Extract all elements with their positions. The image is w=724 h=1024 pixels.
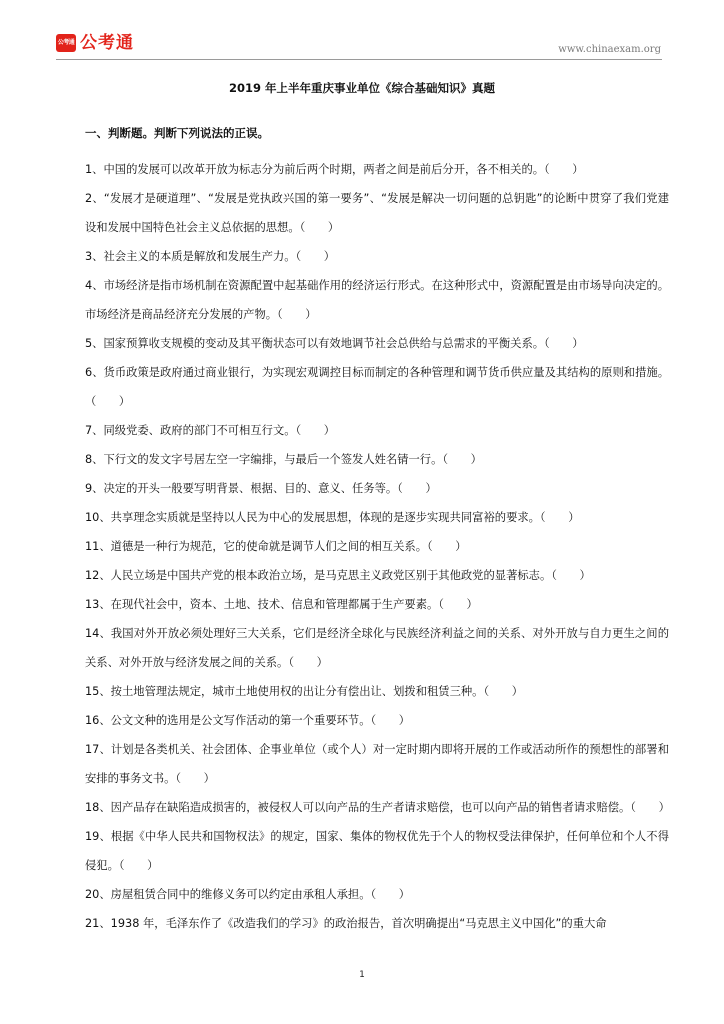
question-item: 15、按土地管理法规定，城市土地使用权的出让分有偿出让、划拨和租赁三种。（ ） [85,685,524,698]
question-item: 17、计划是各类机关、社会团体、企事业单位（或个人）对一定时期内即将开展的工作或活动所作的预想性的部署和安排的事务文书。（ ） [85,743,669,785]
brand-logo[interactable] [56,33,134,53]
document-title: 2019 年上半年重庆事业单位《综合基础知识》真题 [228,81,495,95]
question-item: 11、道德是一种行为规范，它的使命就是调节人们之间的相互关系。（ ） [85,540,467,553]
question-item: 8、下行文的发文字号居左空一字编排，与最后一个签发人姓名锖一行。（ ） [85,453,482,466]
document-body [85,125,669,938]
question-item: 3、社会主义的本质是解放和发展生产力。（ ） [85,250,336,263]
question-item: 12、人民立场是中国共产党的根本政治立场，是马克思主义政党区别于其他政党的显著标志。（ ） [85,569,591,582]
question-item: 4、市场经济是指市场机制在资源配置中起基础作用的经济运行形式。在这种形式中，资源配置是由市场导向决定的。市场经济是商品经济充分发展的产物。（ ） [85,279,669,321]
question-item: 10、共享理念实质就是坚持以人民为中心的发展思想，体现的是逐步实现共同富裕的要求。（ ） [85,511,580,524]
question-list [85,155,669,938]
question-item: 2、“发展才是硬道理”、“发展是党执政兴国的第一要务”、“发展是解决一切问题的总钥匙”的论断中贯穿了我们党建设和发展中国特色社会主义总依据的思想。（ ） [85,192,669,234]
logo-badge-icon: 公考通 [56,34,76,52]
question-item: 19、根据《中华人民共和国物权法》的规定，国家、集体的物权优先于个人的物权受法律保护，任何单位和个人不得侵犯。（ ） [85,830,669,872]
question-item: 18、因产品存在缺陷造成损害的，被侵权人可以向产品的生产者请求赔偿，也可以向产品的销售者请求赔偿。（ ） [85,801,670,814]
section-heading: 一、判断题。判断下列说法的正误。 [85,126,269,140]
question-item: 9、决定的开头一般要写明背景、根据、目的、意义、任务等。（ ） [85,482,437,495]
site-url[interactable]: www.chinaexam.org [558,44,661,55]
question-item: 13、在现代社会中，资本、土地、技术、信息和管理都属于生产要素。（ ） [85,598,478,611]
header-divider [56,59,662,60]
question-item: 7、同级党委、政府的部门不可相互行文。（ ） [85,424,336,437]
question-item: 6、货币政策是政府通过商业银行，为实现宏观调控目标而制定的各种管理和调节货币供应量及其结构的原则和措施。（ ） [85,366,669,408]
logo-text: 公考通 [80,33,134,53]
question-item: 21、1938 年，毛泽东作了《改造我们的学习》的政治报告，首次明确提出“马克思主义中国化”的重大命 [85,917,607,930]
question-item: 16、公文文种的选用是公文写作活动的第一个重要环节。（ ） [85,714,411,727]
page-header [0,0,724,62]
question-item: 5、国家预算收支规模的变动及其平衡状态可以有效地调节社会总供给与总需求的平衡关系。（ ） [85,337,584,350]
question-item: 14、我国对外开放必须处理好三大关系，它们是经济全球化与民族经济利益之间的关系、对外开放与自力更生之间的关系、对外开放与经济发展之间的关系。（ ） [85,627,669,669]
question-item: 20、房屋租赁合同中的维修义务可以约定由承租人承担。（ ） [85,888,411,901]
page-number: 1 [359,970,365,980]
question-item: 1、中国的发展可以改革开放为标志分为前后两个时期，两者之间是前后分开，各不相关的。（ ） [85,163,584,176]
